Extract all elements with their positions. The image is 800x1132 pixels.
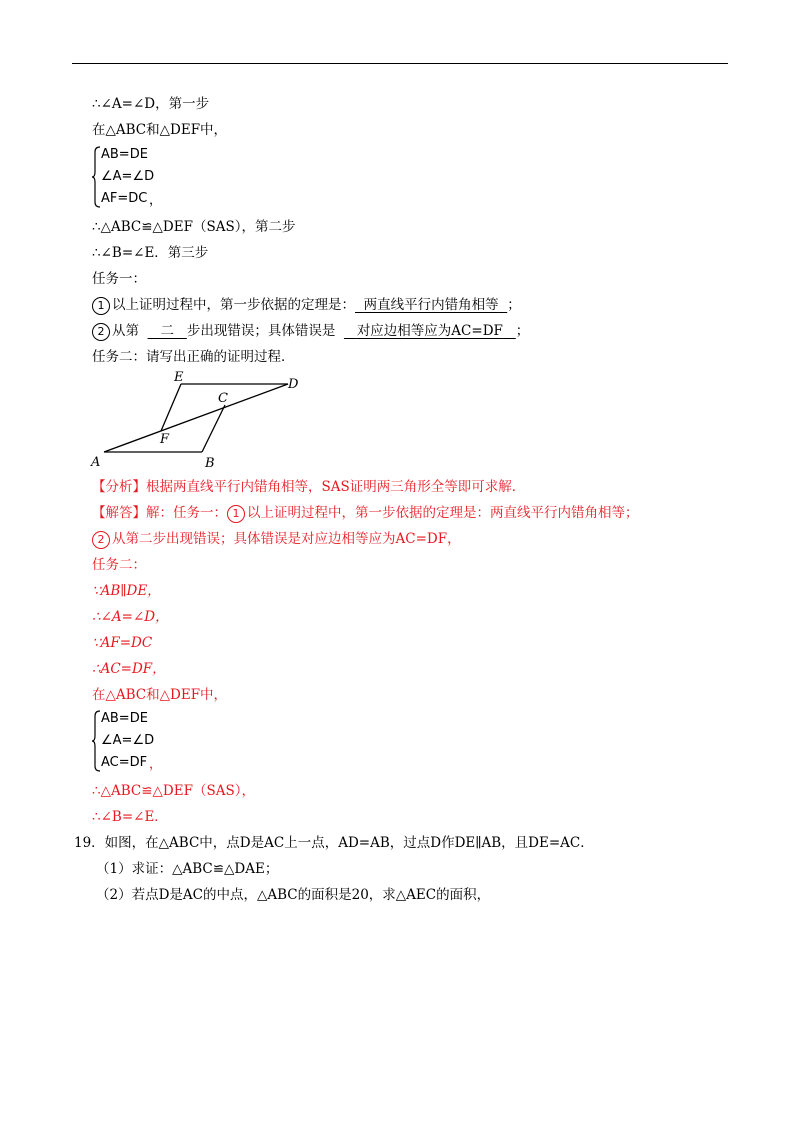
label-E: E [174,370,184,385]
task1-q2-answer-error: 对应边相等应为AC=DF [356,323,503,339]
problem19-part2: （2）若点D是AC的中点，△ABC的面积是20，求△AEC的面积， [96,887,491,903]
solution-tag: 【解答】 [92,505,146,521]
circled-number-2: 2 [92,323,110,341]
solution-l1: ∵AB∥DE， [92,583,161,599]
analysis [92,478,525,496]
task2-title: 任务二：请写出正确的证明过程． [92,349,295,365]
label-D: D [288,377,299,392]
brace-row-1: AB=DE [101,147,148,162]
segment-AD [104,384,288,452]
task1-q2-end: ； [515,323,530,339]
solution-line1 [92,504,639,523]
analysis-text: 根据两直线平行内错角相等，SAS证明两三角形全等即可求解． [146,479,526,495]
circled-number-1: 1 [92,297,110,315]
solution-c2-text: 从第二步出现错误；具体错误是对应边相等应为AC=DF， [112,531,461,547]
geometry-figure [86,370,316,470]
proof-in-triangles: 在△ABC和△DEF中， [92,122,228,138]
brace-row-2: ∠A=∠D [101,169,155,184]
proof-brace-system [92,146,212,216]
solution-l7: ∴∠B=∠E． [92,809,168,825]
task1-q2-prefix: 从第 [112,323,139,339]
circled-number-2: 2 [92,531,110,549]
task1-title: 任务一： [92,271,146,287]
label-F: F [160,432,170,447]
brace-row-3: AF=DC [101,191,148,206]
solution-l3: ∵AF=DC [92,635,153,651]
task1-q1-end: ； [507,297,521,313]
brace-tail: ， [149,193,163,208]
header-rule [72,63,728,64]
circled-number-1: 1 [227,505,245,523]
brace-row-2: ∠A=∠D [101,733,155,748]
solution-l5: 在△ABC和△DEF中， [92,687,228,703]
brace-row-1: AB=DE [101,711,148,726]
proof-step1: ∴∠A=∠D，第一步 [92,96,210,112]
label-A: A [91,455,101,470]
solution-line2 [92,530,461,549]
solution-c1-text: 以上证明过程中，第一步依据的定理是：两直线平行内错角相等； [247,505,639,521]
label-C: C [218,391,228,406]
problem19-stem: 19．如图，在△ABC中，点D是AC上一点，AD=AB，过点D作DE∥AB，且DE=AC． [74,835,594,851]
task1-q2 [92,322,529,341]
solution-brace-system [92,710,212,780]
solution-intro: 解：任务一： [146,505,227,521]
proof-step3: ∴∠B=∠E．第三步 [92,245,209,261]
task1-q2-mid: 步出现错误；具体错误是 [186,323,336,339]
proof-step2: ∴△ABC≌△DEF（SAS），第二步 [92,219,296,235]
brace-tail: ， [149,757,163,772]
task1-q1 [92,296,521,315]
solution-l6: ∴△ABC≌△DEF（SAS）， [92,783,255,799]
task1-q1-prefix: 以上证明过程中，第一步依据的定理是： [112,297,355,313]
task1-q2-answer-step: 二 [160,323,174,339]
label-B: B [205,456,215,470]
analysis-tag: 【分析】 [92,479,146,495]
solution-l4: ∴AC=DF， [92,661,166,677]
brace-row-3: AC=DF [101,755,148,770]
segment-EF [161,384,181,431]
solution-l2: ∴∠A=∠D， [92,609,169,625]
problem19-part1: （1）求证：△ABC≌△DAE； [96,861,279,877]
solution-task2: 任务二： [92,557,146,573]
task1-q1-answer: 两直线平行内错角相等 [363,297,499,313]
